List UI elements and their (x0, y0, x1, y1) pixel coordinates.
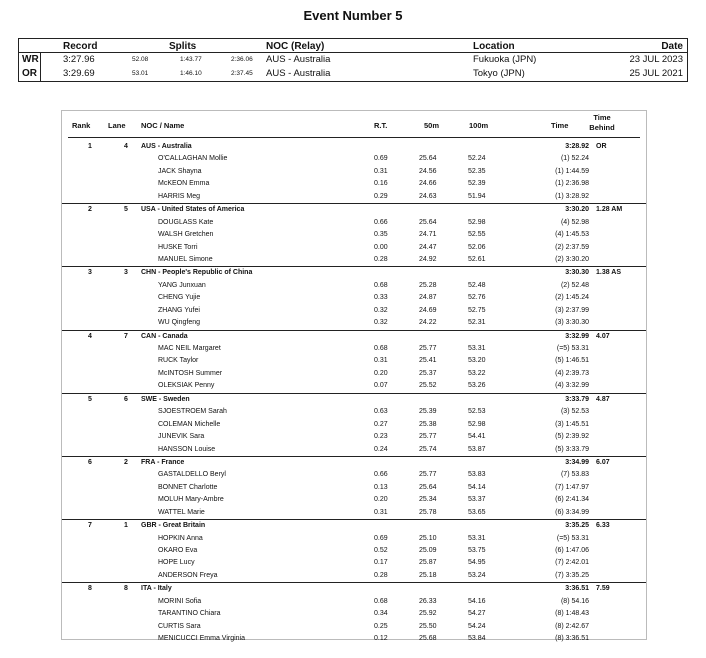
swimmer-row (62, 633, 646, 645)
swimmer-cumulative-split: (2) 2:37.59 (555, 243, 589, 251)
swimmer-name: WU Qingfeng (158, 319, 201, 327)
swimmer-row (62, 596, 646, 608)
swimmer-100m: 53.31 (468, 534, 486, 542)
swimmer-row (62, 242, 646, 254)
swimmer-name: OLEKSIAK Penny (158, 382, 215, 390)
team-rank: 4 (88, 332, 92, 340)
swimmer-row (62, 557, 646, 569)
swimmer-50m: 25.74 (419, 445, 437, 453)
team-time-behind: 7.59 (596, 585, 610, 593)
header-time-behind: Time Behind (589, 113, 615, 132)
team-time-behind: 4.87 (596, 395, 610, 403)
swimmer-100m: 53.24 (468, 571, 486, 579)
swimmer-reaction-time: 0.66 (374, 471, 388, 479)
swimmer-50m: 24.71 (419, 231, 437, 239)
swimmer-row (62, 444, 646, 456)
swimmer-cumulative-split: (7) 53.83 (560, 471, 589, 479)
record-location: Tokyo (JPN) (473, 68, 525, 79)
swimmer-row (62, 343, 646, 355)
swimmer-reaction-time: 0.32 (374, 306, 388, 314)
team-name: CHN - People's Republic of China (141, 269, 253, 277)
record-location: Fukuoka (JPN) (473, 54, 537, 65)
swimmer-name: COLEMAN Michelle (158, 420, 221, 428)
swimmer-50m: 25.92 (419, 610, 437, 618)
record-split: 52.08 (132, 56, 149, 63)
header-50m: 50m (424, 121, 440, 130)
swimmer-name: MOLUH Mary-Ambre (158, 496, 224, 504)
team-name: CAN - Canada (141, 332, 188, 340)
swimmer-row (62, 621, 646, 633)
swimmer-50m: 25.77 (419, 471, 437, 479)
record-split: 2:37.45 (231, 70, 253, 77)
swimmer-reaction-time: 0.07 (374, 382, 388, 390)
swimmer-row (62, 191, 646, 203)
swimmer-reaction-time: 0.12 (374, 635, 388, 643)
swimmer-row (62, 507, 646, 519)
records-header-record: Record (63, 41, 98, 52)
team-lane: 3 (124, 269, 128, 277)
swimmer-reaction-time: 0.31 (374, 357, 388, 365)
swimmer-reaction-time: 0.34 (374, 610, 388, 618)
swimmer-cumulative-split: (3) 3:30.30 (555, 319, 589, 327)
swimmer-50m: 24.66 (419, 180, 437, 188)
header-rt: R.T. (374, 121, 388, 130)
swimmer-row (62, 545, 646, 557)
swimmer-row (62, 305, 646, 317)
swimmer-cumulative-split: (1) 52.24 (560, 155, 589, 163)
swimmer-cumulative-split: (7) 2:42.01 (555, 559, 589, 567)
swimmer-100m: 52.24 (468, 155, 486, 163)
team-rank: 7 (88, 522, 92, 530)
team-time: 3:28.92 (565, 143, 589, 150)
team-row (62, 519, 646, 532)
record-split: 1:43.77 (180, 56, 202, 63)
swimmer-cumulative-split: (2) 1:45.24 (555, 294, 589, 302)
swimmer-name: YANG Junxuan (158, 281, 206, 289)
swimmer-100m: 52.06 (468, 243, 486, 251)
swimmer-name: WATTEL Marie (158, 508, 205, 516)
swimmer-100m: 53.22 (468, 369, 486, 377)
swimmer-100m: 53.65 (468, 508, 486, 516)
swimmer-cumulative-split: (1) 3:28.92 (555, 192, 589, 200)
swimmer-reaction-time: 0.28 (374, 571, 388, 579)
swimmer-50m: 25.68 (419, 635, 437, 643)
swimmer-100m: 54.27 (468, 610, 486, 618)
swimmer-row (62, 254, 646, 266)
swimmer-reaction-time: 0.31 (374, 508, 388, 516)
swimmer-reaction-time: 0.20 (374, 496, 388, 504)
swimmer-cumulative-split: (4) 3:32.99 (555, 382, 589, 390)
swimmer-name: MANUEL Simone (158, 255, 213, 263)
swimmer-row (62, 368, 646, 380)
team-row (62, 582, 646, 595)
swimmer-100m: 54.14 (468, 483, 486, 491)
records-table (18, 38, 688, 82)
team-name: FRA - France (141, 458, 185, 466)
swimmer-50m: 25.50 (419, 622, 437, 630)
swimmer-100m: 52.48 (468, 281, 486, 289)
swimmer-50m: 25.09 (419, 547, 437, 554)
swimmer-100m: 52.55 (468, 231, 486, 239)
swimmer-reaction-time: 0.29 (374, 192, 388, 200)
swimmer-row (62, 431, 646, 443)
swimmer-reaction-time: 0.27 (374, 420, 388, 428)
swimmer-100m: 52.98 (468, 420, 486, 428)
swimmer-100m: 53.31 (468, 345, 486, 352)
record-split: 53.01 (132, 70, 149, 77)
team-row (62, 141, 646, 153)
swimmer-reaction-time: 0.66 (374, 218, 388, 226)
swimmer-50m: 25.41 (419, 357, 437, 365)
swimmer-name: ANDERSON Freya (158, 571, 218, 579)
team-time: 3:33.79 (565, 395, 589, 403)
swimmer-name: McINTOSH Summer (158, 369, 223, 377)
swimmer-50m: 25.34 (419, 496, 437, 504)
swimmer-100m: 52.98 (468, 218, 486, 226)
records-header-date: Date (661, 41, 683, 52)
swimmer-100m: 54.41 (468, 433, 486, 441)
swimmer-50m: 25.77 (419, 433, 437, 441)
team-name: SWE - Sweden (141, 395, 190, 403)
swimmer-50m: 26.33 (419, 597, 437, 605)
record-time: 3:29.69 (63, 68, 95, 79)
team-time-behind: 4.07 (596, 332, 610, 340)
swimmer-reaction-time: 0.33 (374, 294, 388, 302)
swimmer-row (62, 355, 646, 367)
swimmer-reaction-time: 0.32 (374, 319, 388, 327)
team-time-behind: 1.28 AM (596, 206, 623, 214)
swimmer-name: JUNEVIK Sara (158, 433, 205, 441)
record-date: 23 JUL 2023 (629, 54, 683, 65)
swimmer-100m: 53.84 (468, 635, 486, 643)
swimmer-cumulative-split: (=5) 53.31 (556, 534, 589, 542)
swimmer-reaction-time: 0.69 (374, 534, 388, 542)
swimmer-50m: 25.77 (419, 345, 437, 352)
swimmer-reaction-time: 0.52 (374, 547, 388, 554)
swimmer-name: MAC NEIL Margaret (158, 345, 221, 352)
swimmer-cumulative-split: (6) 2:41.34 (555, 496, 589, 504)
team-lane: 1 (124, 522, 128, 530)
swimmer-50m: 24.69 (419, 306, 437, 314)
swimmer-50m: 25.37 (419, 369, 437, 377)
swimmer-cumulative-split: (2) 3:30.20 (555, 255, 589, 263)
team-lane: 4 (124, 143, 128, 150)
swimmer-row (62, 608, 646, 620)
swimmer-name: HUSKE Torri (158, 243, 198, 251)
swimmer-row (62, 533, 646, 545)
swimmer-100m: 54.24 (468, 622, 486, 630)
swimmer-50m: 25.52 (419, 382, 437, 390)
swimmer-50m: 25.39 (419, 408, 437, 416)
swimmer-name: RUCK Taylor (158, 357, 199, 365)
header-lane: Lane (108, 121, 126, 130)
record-split: 1:46.10 (180, 70, 202, 77)
team-name: ITA - Italy (141, 585, 172, 593)
swimmer-row (62, 494, 646, 506)
swimmer-reaction-time: 0.25 (374, 622, 388, 630)
swimmer-reaction-time: 0.00 (374, 243, 388, 251)
swimmer-reaction-time: 0.23 (374, 433, 388, 441)
swimmer-100m: 52.75 (468, 306, 486, 314)
team-name: AUS - Australia (141, 143, 192, 150)
swimmer-100m: 54.95 (468, 559, 486, 567)
swimmer-name: O'CALLAGHAN Mollie (158, 155, 228, 163)
team-row (62, 203, 646, 216)
swimmer-cumulative-split: (3) 1:45.51 (555, 420, 589, 428)
swimmer-row (62, 153, 646, 165)
swimmer-cumulative-split: (7) 1:47.97 (555, 483, 589, 491)
swimmer-name: HANSSON Louise (158, 445, 216, 453)
swimmer-row (62, 178, 646, 190)
swimmer-100m: 54.16 (468, 597, 486, 605)
record-date: 25 JUL 2021 (629, 68, 683, 79)
team-time: 3:35.25 (565, 522, 589, 530)
swimmer-name: HOPE Lucy (158, 559, 195, 567)
swimmer-100m: 53.75 (468, 547, 486, 554)
swimmer-reaction-time: 0.68 (374, 597, 388, 605)
swimmer-cumulative-split: (1) 2:36.98 (555, 180, 589, 188)
swimmer-50m: 25.64 (419, 155, 437, 163)
team-name: GBR - Great Britain (141, 522, 206, 530)
team-lane: 6 (124, 395, 128, 403)
team-row (62, 393, 646, 406)
swimmer-name: DOUGLASS Kate (158, 218, 214, 226)
record-tag: OR (22, 68, 37, 79)
swimmer-50m: 24.87 (419, 294, 437, 302)
team-rank: 8 (88, 585, 92, 593)
swimmer-100m: 53.83 (468, 471, 486, 479)
team-lane: 2 (124, 458, 128, 466)
event-title: Event Number 5 (303, 8, 403, 23)
swimmer-cumulative-split: (8) 2:42.67 (555, 622, 589, 630)
team-name: USA - United States of America (141, 206, 245, 214)
team-time: 3:30.30 (565, 269, 589, 277)
swimmer-100m: 52.35 (468, 167, 486, 175)
swimmer-name: HOPKIN Anna (158, 534, 203, 542)
swimmer-50m: 24.63 (419, 192, 437, 200)
swimmer-reaction-time: 0.24 (374, 445, 388, 453)
swimmer-50m: 25.28 (419, 281, 437, 289)
team-lane: 7 (124, 332, 128, 340)
swimmer-cumulative-split: (7) 3:35.25 (555, 571, 589, 579)
swimmer-cumulative-split: (2) 52.48 (560, 281, 589, 289)
swimmer-name: ZHANG Yufei (158, 306, 200, 314)
swimmer-cumulative-split: (5) 1:46.51 (555, 357, 589, 365)
swimmer-cumulative-split: (=5) 53.31 (556, 345, 589, 352)
swimmer-50m: 24.92 (419, 255, 437, 263)
swimmer-50m: 25.18 (419, 571, 437, 579)
swimmer-name: JACK Shayna (158, 167, 202, 175)
swimmer-100m: 53.37 (468, 496, 486, 504)
swimmer-50m: 24.56 (419, 167, 437, 175)
swimmer-cumulative-split: (6) 3:34.99 (555, 508, 589, 516)
swimmer-reaction-time: 0.31 (374, 167, 388, 175)
team-rank: 5 (88, 395, 92, 403)
swimmer-100m: 52.53 (468, 408, 486, 416)
header-rank: Rank (72, 121, 91, 130)
team-row (62, 456, 646, 469)
swimmer-reaction-time: 0.35 (374, 231, 388, 239)
swimmer-100m: 52.61 (468, 255, 486, 263)
swimmer-reaction-time: 0.69 (374, 155, 388, 163)
swimmer-reaction-time: 0.20 (374, 369, 388, 377)
swimmer-reaction-time: 0.28 (374, 255, 388, 263)
swimmer-row (62, 292, 646, 304)
team-time: 3:36.51 (565, 585, 589, 593)
swimmer-cumulative-split: (6) 1:47.06 (555, 547, 589, 554)
records-header-splits: Splits (169, 41, 197, 52)
swimmer-50m: 25.38 (419, 420, 437, 428)
swimmer-name: WALSH Gretchen (158, 231, 214, 239)
swimmer-reaction-time: 0.68 (374, 281, 388, 289)
swimmer-cumulative-split: (8) 54.16 (560, 597, 589, 605)
swimmer-100m: 52.31 (468, 319, 486, 327)
swimmer-100m: 52.76 (468, 294, 486, 302)
results-table (61, 110, 647, 643)
swimmer-name: GASTALDELLO Beryl (158, 471, 226, 479)
swimmer-row (62, 166, 646, 178)
swimmer-reaction-time: 0.16 (374, 180, 388, 188)
team-time: 3:34.99 (565, 458, 589, 466)
records-header-location: Location (473, 41, 515, 52)
team-time-behind: 6.33 (596, 522, 610, 530)
team-rank: 3 (88, 269, 92, 277)
swimmer-50m: 25.64 (419, 483, 437, 491)
team-time: 3:30.20 (565, 206, 589, 214)
team-time-behind: OR (596, 143, 607, 150)
swimmer-100m: 52.39 (468, 180, 486, 188)
header-divider (68, 137, 640, 138)
swimmer-row (62, 469, 646, 481)
swimmer-name: CHENG Yujie (158, 294, 201, 302)
results-rows (62, 141, 646, 646)
swimmer-50m: 25.87 (419, 559, 437, 567)
swimmer-cumulative-split: (4) 1:45.53 (555, 231, 589, 239)
swimmer-row (62, 280, 646, 292)
swimmer-row (62, 570, 646, 582)
team-time-behind: 1.38 AS (596, 269, 622, 277)
swimmer-50m: 25.10 (419, 534, 437, 542)
record-tag: WR (22, 54, 39, 65)
swimmer-100m: 53.87 (468, 445, 486, 453)
swimmer-cumulative-split: (5) 3:33.79 (555, 445, 589, 453)
swimmer-cumulative-split: (5) 2:39.92 (555, 433, 589, 441)
swimmer-50m: 24.47 (419, 243, 437, 251)
swimmer-row (62, 229, 646, 241)
swimmer-name: HARRIS Meg (158, 192, 201, 200)
swimmer-reaction-time: 0.68 (374, 345, 388, 352)
swimmer-reaction-time: 0.13 (374, 483, 388, 491)
swimmer-name: OKARO Eva (158, 547, 198, 554)
swimmer-50m: 24.22 (419, 319, 437, 327)
swimmer-row (62, 380, 646, 392)
swimmer-cumulative-split: (8) 3:36.51 (555, 635, 589, 643)
team-lane: 8 (124, 585, 128, 593)
team-rank: 2 (88, 206, 92, 214)
team-time-behind: 6.07 (596, 458, 610, 466)
swimmer-cumulative-split: (3) 52.53 (560, 408, 589, 416)
swimmer-100m: 53.26 (468, 382, 486, 390)
swimmer-name: McKEON Emma (158, 180, 210, 188)
swimmer-reaction-time: 0.63 (374, 408, 388, 416)
swimmer-name: CURTIS Sara (158, 622, 201, 630)
swimmer-reaction-time: 0.17 (374, 559, 388, 567)
swimmer-row (62, 482, 646, 494)
record-split: 2:36.06 (231, 56, 253, 63)
record-noc: AUS - Australia (266, 54, 331, 65)
swimmer-name: MENICUCCI Emma Virginia (158, 635, 245, 643)
swimmer-name: TARANTINO Chiara (158, 610, 221, 618)
swimmer-row (62, 217, 646, 229)
swimmer-name: SJOESTROEM Sarah (158, 408, 227, 416)
team-lane: 5 (124, 206, 128, 214)
record-noc: AUS - Australia (266, 68, 331, 79)
swimmer-cumulative-split: (4) 2:39.73 (555, 369, 589, 377)
team-row (62, 330, 646, 343)
team-row (62, 266, 646, 279)
header-time: Time (551, 121, 569, 130)
swimmer-50m: 25.64 (419, 218, 437, 226)
swimmer-name: MORINI Sofia (158, 597, 202, 605)
swimmer-name: BONNET Charlotte (158, 483, 218, 491)
swimmer-row (62, 317, 646, 329)
team-rank: 6 (88, 458, 92, 466)
swimmer-100m: 53.20 (468, 357, 486, 365)
team-time: 3:32.99 (565, 332, 589, 340)
swimmer-50m: 25.78 (419, 508, 437, 516)
swimmer-cumulative-split: (1) 1:44.59 (555, 167, 589, 175)
swimmer-row (62, 419, 646, 431)
swimmer-cumulative-split: (3) 2:37.99 (555, 306, 589, 314)
swimmer-cumulative-split: (4) 52.98 (560, 218, 589, 226)
header-100m: 100m (469, 121, 489, 130)
team-rank: 1 (88, 143, 92, 150)
swimmer-row (62, 406, 646, 418)
world-record-row (19, 53, 687, 67)
record-time: 3:27.96 (63, 54, 95, 65)
olympic-record-row (19, 67, 687, 81)
header-noc-name: NOC / Name (141, 121, 185, 130)
records-header-noc: NOC (Relay) (266, 41, 325, 52)
swimmer-cumulative-split: (8) 1:48.43 (555, 610, 589, 618)
swimmer-100m: 51.94 (468, 192, 486, 200)
